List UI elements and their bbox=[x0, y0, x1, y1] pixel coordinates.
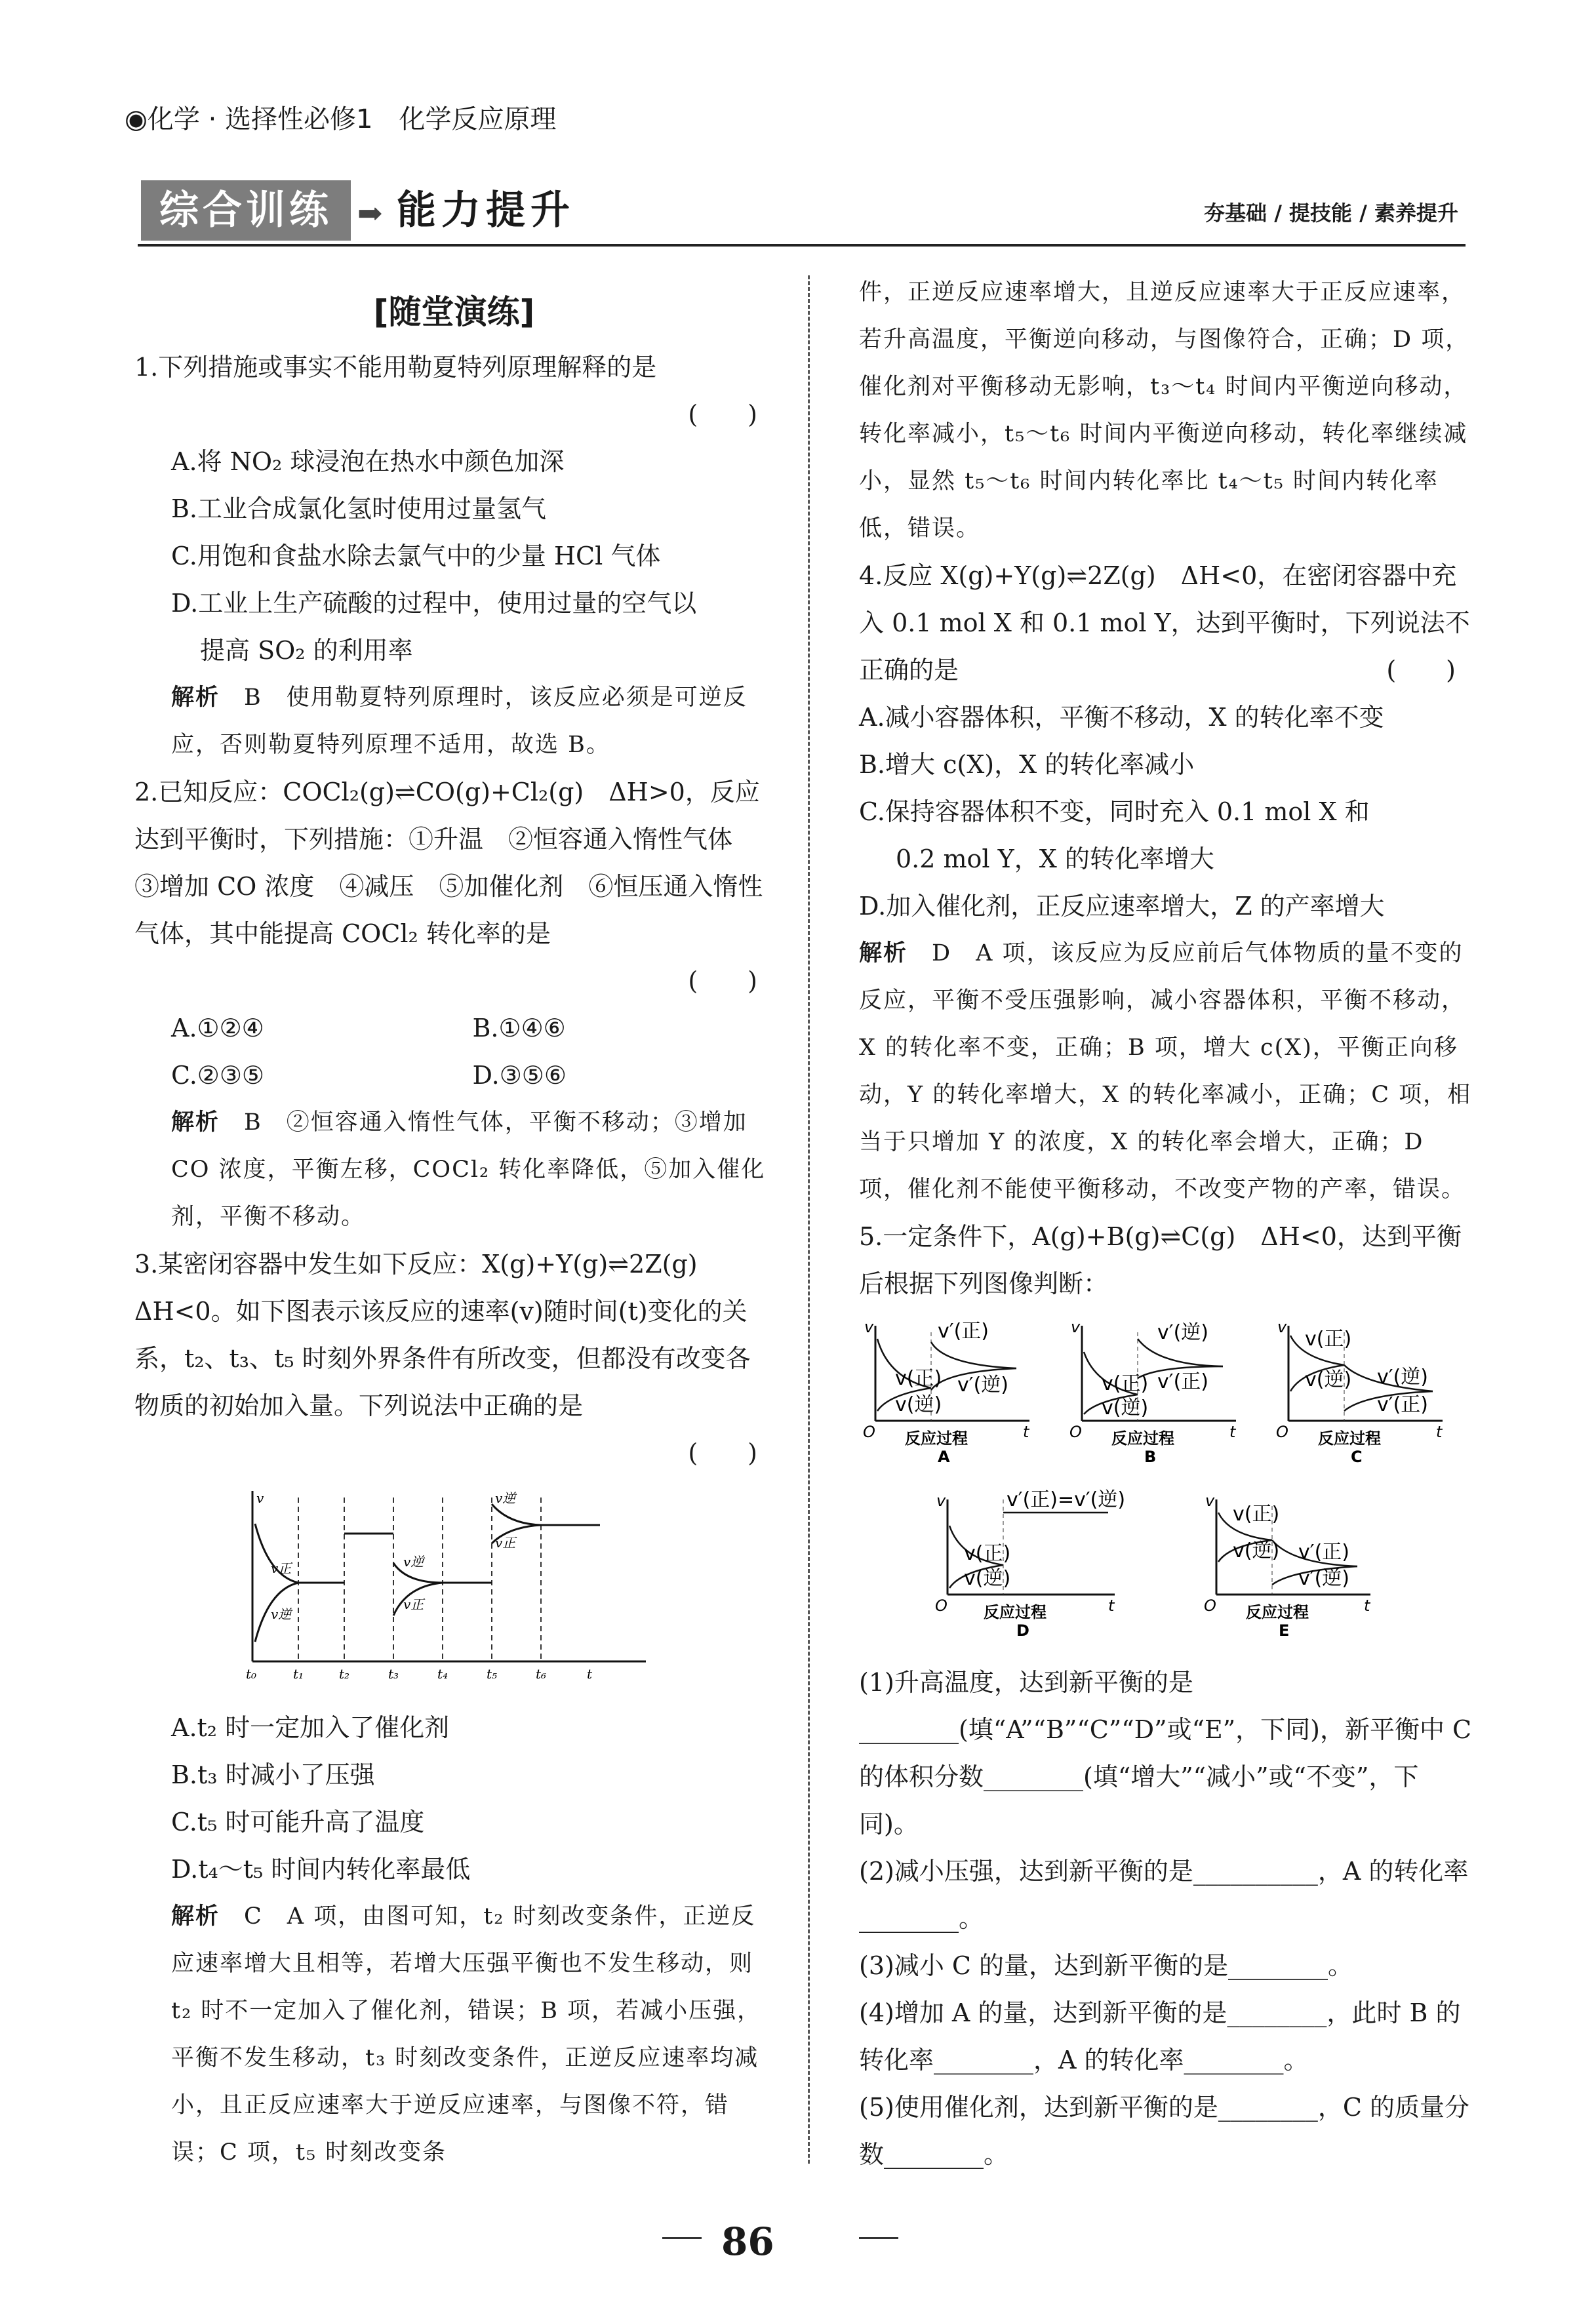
q1-option-b: B.工业合成氯化氢时使用过量氢气 bbox=[171, 494, 547, 523]
q5-e-vpn-label: v′(逆) bbox=[1298, 1567, 1349, 1590]
q5-b-vz-label: v(正) bbox=[1102, 1372, 1149, 1395]
q5-d-vz-label: v(正) bbox=[964, 1542, 1011, 1565]
q5-graph-b bbox=[1069, 1318, 1237, 1466]
q4-exp-text: D A 项，该反应为反应前后气体物质的量不变的反应，平衡不受压强影响，减小容器体积，平衡不移动，X 的转化率不变，正确；B 项，增大 c(X)，平衡正向移动，Y 的转化率增大，X 的转化率减小，正确；C 项，相当于只增加 Y 的浓度，X 的转化率会增大，正确；D 项，催化剂不能使平衡移动，不改变产物的产率，错误。 bbox=[859, 940, 1472, 1202]
q5-c-v-label: v bbox=[1277, 1318, 1287, 1336]
q4-explanation bbox=[859, 930, 1472, 1213]
q5-d-o-label: O bbox=[935, 1597, 948, 1615]
q5-a-vpz-label: v′(正) bbox=[938, 1320, 989, 1343]
q3-graph-t5-upper-curve bbox=[492, 1504, 600, 1525]
section-title: [随堂演练] bbox=[373, 293, 535, 331]
q3-graph-tick-t0: t₀ bbox=[246, 1666, 257, 1681]
q5-a-vz-label: v(正) bbox=[895, 1367, 942, 1390]
q5-c-t-label: t bbox=[1436, 1423, 1443, 1441]
column-divider bbox=[808, 275, 810, 2164]
q5-stem: 5.一定条件下，A(g)+B(g)⇌C(g) ΔH<0，达到平衡后根据下列图像判断： bbox=[859, 1222, 1462, 1298]
q5-c-process-label: 反应过程 bbox=[1318, 1429, 1381, 1448]
q3-graph-label-vz3: v正 bbox=[495, 1535, 516, 1551]
left-column bbox=[134, 288, 774, 2176]
q5-sub4: (4)增加 A 的量，达到新平衡的是________，此时 B 的转化率________，A 的转化率________。 bbox=[859, 1998, 1461, 2074]
q2-exp-label: 解析 bbox=[171, 1109, 220, 1136]
q3-graph-label-vz2: v正 bbox=[403, 1597, 424, 1612]
q5-d-vn-label: v(逆) bbox=[964, 1567, 1011, 1590]
q5-d-eq-label: v′(正)=v′(逆) bbox=[1007, 1488, 1126, 1511]
q5-e-vpz-label: v′(正) bbox=[1298, 1541, 1349, 1564]
q5-b-vpz-label: v′(正) bbox=[1157, 1370, 1208, 1393]
q5-c-vz-label: v(正) bbox=[1305, 1328, 1352, 1351]
q3-exp-label: 解析 bbox=[171, 1903, 220, 1930]
q4-paren: ( ) bbox=[1386, 656, 1456, 684]
q5-a-vpn-label: v′(逆) bbox=[957, 1374, 1008, 1397]
q3-graph-tick-t: t bbox=[587, 1666, 593, 1681]
q2-options-row2 bbox=[134, 1052, 774, 1099]
q3-option-a: A.t₂ 时一定加入了催化剂 bbox=[171, 1713, 450, 1742]
q5-b-vn-label: v(逆) bbox=[1102, 1397, 1149, 1419]
q1-exp-text: B 使用勒夏特列原理时，该反应必须是可逆反应，否则勒夏特列原理不适用，故选 B。 bbox=[171, 684, 748, 758]
q3-graph-v-label: v bbox=[256, 1490, 264, 1506]
q3-exp-text: C A 项，由图可知，t₂ 时刻改变条件，正逆反应速率增大且相等，若增大压强平衡也不发生移动，则 t₂ 时不一定加入了催化剂，错误；B 项，若减小压强，平衡不发生移动，t₃ 时刻改变条件，正逆反应速率均减小，且正反应速率大于逆反应速率，与图像不符，错误；C 项，t₅ 时刻改变条 bbox=[171, 1903, 762, 2166]
book-header: ◉化学 · 选择性必修1 化学反应原理 bbox=[125, 104, 557, 134]
q3-graph-label-vn2: v逆 bbox=[403, 1554, 424, 1570]
arrow-right-icon: ➡ bbox=[357, 195, 383, 231]
q5-graph-d bbox=[935, 1488, 1125, 1640]
q1-stem: 1.下列措施或事实不能用勒夏特列原理解释的是 bbox=[134, 353, 657, 382]
q5-d-t-label: t bbox=[1108, 1597, 1115, 1615]
q2-option-c: C.②③⑤ bbox=[171, 1061, 264, 1090]
q1-option-a: A.将 NO₂ 球浸泡在热水中颜色加深 bbox=[171, 447, 565, 476]
q4-option-a: A.减小容器体积，平衡不移动，X 的转化率不变 bbox=[859, 703, 1384, 732]
q5-c-vn-label: v(逆) bbox=[1305, 1368, 1352, 1391]
q5-e-vz-label: v(正) bbox=[1233, 1503, 1280, 1526]
q3-graph-tick-t6: t₆ bbox=[536, 1666, 547, 1681]
q5-e-o-label: O bbox=[1204, 1597, 1216, 1615]
page-number-dash-right bbox=[859, 2237, 898, 2239]
q5-e-vn-label: v(逆) bbox=[1233, 1539, 1280, 1562]
q5-b-process-label: 反应过程 bbox=[1111, 1429, 1174, 1448]
q3-option-b: B.t₃ 时减小了压强 bbox=[171, 1760, 375, 1789]
q3-option-d: D.t₄～t₅ 时间内转化率最低 bbox=[171, 1855, 471, 1884]
q5-graph-e bbox=[1204, 1492, 1371, 1640]
q1-paren: ( ) bbox=[688, 400, 757, 429]
q5-c-vpn-label: v′(逆) bbox=[1377, 1366, 1428, 1389]
q5-sub2: (2)减小压强，达到新平衡的是__________，A 的转化率________。 bbox=[859, 1857, 1469, 1933]
q5-sub3: (3)减小 C 的量，达到新平衡的是________。 bbox=[859, 1951, 1353, 1980]
q3-graph-tick-t4: t₄ bbox=[437, 1666, 449, 1681]
q5-c-caption: C bbox=[1351, 1448, 1363, 1466]
banner-ability-improvement: 能力提升 bbox=[397, 188, 575, 233]
q4-option-b: B.增大 c(X)，X 的转化率减小 bbox=[859, 750, 1195, 779]
q2-stem: 2.已知反应：COCl₂(g)⇌CO(g)+Cl₂(g) ΔH>0，反应达到平衡时，下列措施：①升温 ②恒容通入惰性气体 ③增加 CO 浓度 ④减压 ⑤加催化剂 ⑥恒压通入惰性气体，其中能提高 COCl₂ 转化率的是 bbox=[134, 778, 763, 948]
right-column bbox=[859, 269, 1472, 2178]
q5-c-o-label: O bbox=[1276, 1423, 1288, 1441]
q4-stem: 4.反应 X(g)+Y(g)⇌2Z(g) ΔH<0，在密闭容器中充入 0.1 mol X 和 0.1 mol Y，达到平衡时，下列说法不正确的是 bbox=[859, 561, 1470, 684]
q5-a-vn-label: v(逆) bbox=[895, 1393, 942, 1416]
page-number: 86 bbox=[721, 2219, 774, 2264]
q5-a-process-label: 反应过程 bbox=[905, 1429, 968, 1448]
q5-graph-c bbox=[1276, 1318, 1443, 1466]
q3-graph-label-vn1: v逆 bbox=[271, 1606, 292, 1622]
header-rule bbox=[138, 244, 1466, 247]
q5-a-v-label: v bbox=[864, 1318, 874, 1336]
q3-rate-time-graph bbox=[233, 1484, 652, 1681]
q3-graph-label-vz1: v正 bbox=[271, 1560, 292, 1576]
q5-a-caption: A bbox=[938, 1448, 950, 1466]
q5-b-v-label: v bbox=[1071, 1318, 1081, 1336]
q5-graph-a bbox=[863, 1318, 1030, 1466]
q5-a-vpz-curve bbox=[931, 1342, 1016, 1368]
q5-b-vpn-label: v′(逆) bbox=[1157, 1321, 1208, 1344]
q4-exp-label: 解析 bbox=[859, 940, 908, 966]
q5-c-vpz-label: v′(正) bbox=[1377, 1393, 1428, 1416]
q1-exp-label: 解析 bbox=[171, 684, 220, 711]
q3-graph-vzheng-curve bbox=[255, 1524, 344, 1583]
q3-graph-tick-t3: t₃ bbox=[388, 1666, 399, 1681]
q5-a-t-label: t bbox=[1023, 1423, 1029, 1441]
q5-b-o-label: O bbox=[1069, 1423, 1082, 1441]
q3-graph-tick-t2: t₂ bbox=[339, 1666, 350, 1681]
q5-b-caption: B bbox=[1144, 1448, 1157, 1466]
q3-explanation-cont: 件，正逆反应速率增大，且逆反应速率大于正反应速率，若升高温度，平衡逆向移动，与图像符合，正确；D 项，催化剂对平衡移动无影响，t₃～t₄ 时间内平衡逆向移动，转化率减小，t₅～t₆ 时间内平衡逆向移动，转化率继续减小，显然 t₅～t₆ 时间内转化率比 t₄～t₅ 时间内转化率低，错误。 bbox=[859, 279, 1470, 542]
q5-a-o-label: O bbox=[863, 1423, 875, 1441]
q5-e-process-label: 反应过程 bbox=[1246, 1603, 1309, 1621]
q5-graph-panel bbox=[859, 1313, 1469, 1654]
page-number-dash-left bbox=[662, 2237, 702, 2239]
q5-d-v-label: v bbox=[936, 1492, 946, 1510]
q4-option-c: C.保持容器体积不变，同时充入 0.1 mol X 和 bbox=[859, 797, 1370, 826]
q3-stem: 3.某密闭容器中发生如下反应：X(g)+Y(g)⇌2Z(g) ΔH<0。如下图表示该反应的速率(v)随时间(t)变化的关系，t₂、t₃、t₅ 时刻外界条件有所改变，但都没有改变各物质的初始加入量。下列说法中正确的是 bbox=[134, 1250, 751, 1420]
q1-explanation bbox=[134, 674, 774, 768]
q5-b-t-label: t bbox=[1229, 1423, 1236, 1441]
q3-explanation bbox=[134, 1893, 774, 2176]
q2-options-row1 bbox=[134, 1004, 774, 1052]
q5-d-process-label: 反应过程 bbox=[984, 1603, 1047, 1621]
q1-option-d: D.工业上生产硫酸的过程中，使用过量的空气以 bbox=[171, 589, 697, 618]
q3-graph-label-vn3: v逆 bbox=[495, 1490, 516, 1506]
q3-graph-tick-t5: t₅ bbox=[487, 1666, 498, 1681]
q2-explanation bbox=[134, 1099, 774, 1240]
q3-graph-tick-t1: t₁ bbox=[293, 1666, 304, 1681]
q5-d-caption: D bbox=[1016, 1621, 1029, 1640]
q5-sub1: (1)升高温度，达到新平衡的是________(填“A”“B”“C”“D”或“E”，下同)，新平衡中 C 的体积分数________(填“增大”“减小”或“不变”，下同)。 bbox=[859, 1668, 1472, 1838]
q3-paren: ( ) bbox=[688, 1438, 757, 1467]
q5-e-caption: E bbox=[1279, 1621, 1290, 1640]
section-title-text: 随堂演练 bbox=[388, 293, 520, 331]
q2-option-b: B.①④⑥ bbox=[472, 1014, 566, 1042]
q5-e-t-label: t bbox=[1364, 1597, 1370, 1615]
header-tagline: 夯基础 / 提技能 / 素养提升 bbox=[1204, 201, 1458, 226]
q5-e-v-label: v bbox=[1205, 1492, 1215, 1510]
q3-option-c: C.t₅ 时可能升高了温度 bbox=[171, 1808, 425, 1836]
q2-paren: ( ) bbox=[688, 966, 757, 995]
q2-option-a: A.①②④ bbox=[171, 1014, 264, 1042]
q2-exp-text: B ②恒容通入惰性气体，平衡不移动；③增加 CO 浓度，平衡左移，COCl₂ 转化率降低，⑤加入催化剂，平衡不移动。 bbox=[171, 1109, 766, 1230]
banner-comprehensive-training: 综合训练 bbox=[141, 180, 351, 241]
q4-option-d: D.加入催化剂，正反应速率增大，Z 的产率增大 bbox=[859, 892, 1385, 921]
q5-sub5: (5)使用催化剂，达到新平衡的是________，C 的质量分数________。 bbox=[859, 2093, 1469, 2169]
q1-option-c: C.用饱和食盐水除去氯气中的少量 HCl 气体 bbox=[171, 542, 661, 570]
q2-option-d: D.③⑤⑥ bbox=[472, 1061, 567, 1090]
q4-option-c-cont: 0.2 mol Y，X 的转化率增大 bbox=[896, 844, 1214, 873]
q1-option-d-cont: 提高 SO₂ 的利用率 bbox=[200, 636, 413, 665]
